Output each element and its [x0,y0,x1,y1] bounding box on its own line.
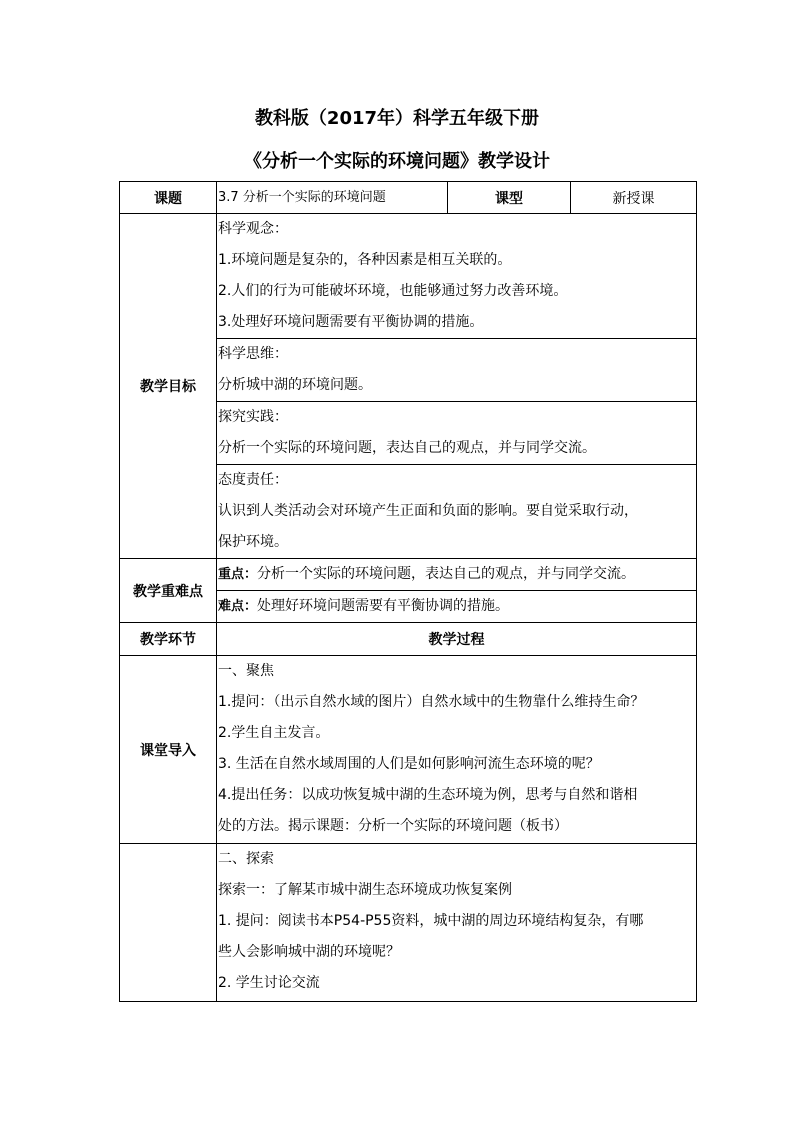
process-header-row [120,623,697,656]
intro-line: 3. 生活在自然水域周围的人们是如何影响河流生态环境的呢？ [218,756,600,772]
science-thinking-item: 分析城中湖的环境问题。 [218,377,372,393]
explore-line: 探索一：了解某市城中湖生态环境成功恢复案例 [218,882,512,898]
explore-line: 1. 提问：阅读书本P54-P55资料，城中湖的周边环境结构复杂，有哪 [218,913,644,929]
science-concept-heading: 科学观念： [218,221,288,237]
process-header: 教学过程 [217,623,697,656]
attitude-item: 保护环境。 [218,534,288,550]
explore-stage-cell [120,844,217,1002]
intro-line: 处的方法。揭示课题：分析一个实际的环境问题（板书） [218,818,568,834]
inquiry-cell [217,402,697,465]
topic-label: 课题 [120,182,217,214]
intro-line: 1.提问：（出示自然水域的图片）自然水域中的生物靠什么维持生命？ [218,694,645,710]
science-concept-item: 1.环境问题是复杂的，各种因素是相互关联的。 [218,252,512,268]
explore-line: 二、探索 [218,851,274,867]
science-concept-cell [217,214,697,339]
science-concept-item: 3.处理好环境问题需要有平衡协调的措施。 [218,314,484,330]
attitude-item: 认识到人类活动会对环境产生正面和负面的影响。要自觉采取行动， [218,503,638,519]
key-point-text: 分析一个实际的环境问题，表达自己的观点，并与同学交流。 [257,566,636,582]
inquiry-heading: 探究实践： [218,409,288,425]
explore-line: 些人会影响城中湖的环境呢？ [218,944,400,960]
topic-row [120,182,697,214]
key-point-cell [217,559,697,591]
topic-value: 3.7 分析一个实际的环境问题 [217,182,448,214]
intro-line: 2.学生自主发言。 [218,725,330,741]
science-thinking-cell [217,339,697,402]
objectives-concept-row [120,214,697,339]
key-point-prefix: 重点： [218,567,258,582]
inquiry-item: 分析一个实际的环境问题，表达自己的观点，并与同学交流。 [218,440,596,456]
intro-line: 4.提出任务：以成功恢复城中湖的生态环境为例，思考与自然和谐相 [218,787,638,803]
attitude-cell [217,465,697,559]
science-concept-item: 2.人们的行为可能破坏环境，也能够通过努力改善环境。 [218,283,568,299]
objectives-label: 教学目标 [120,214,217,559]
difficult-point-prefix: 难点： [218,599,258,614]
science-thinking-heading: 科学思维： [218,346,288,362]
explore-row [120,844,697,1002]
key-point-row [120,559,697,591]
intro-row [120,656,697,844]
difficult-point-text: 处理好环境问题需要有平衡协调的措施。 [257,598,510,614]
type-value: 新授课 [571,182,697,214]
intro-label: 课堂导入 [120,656,217,844]
difficult-point-cell [217,591,697,623]
explore-cell [217,844,697,1002]
document-subtitle: 《分析一个实际的环境问题》教学设计 [244,151,550,172]
key-points-label: 教学重难点 [120,559,217,623]
intro-line: 一、聚焦 [218,663,274,679]
type-label: 课型 [448,182,571,214]
intro-cell [217,656,697,844]
document-title: 教科版（2017年）科学五年级下册 [254,108,540,129]
explore-line: 2. 学生讨论交流 [218,975,320,991]
stage-header: 教学环节 [120,623,217,656]
attitude-heading: 态度责任： [218,472,288,488]
lesson-plan-table [119,181,697,1002]
